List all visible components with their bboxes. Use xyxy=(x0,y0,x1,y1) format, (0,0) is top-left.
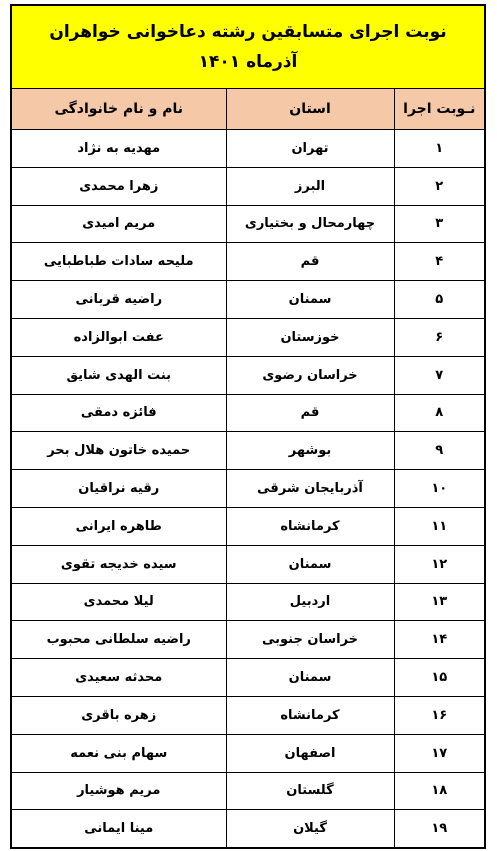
cell-province: گلستان xyxy=(226,772,394,810)
table-row xyxy=(12,659,484,697)
cell-province: خوزستان xyxy=(226,318,394,356)
cell-name: فائزه دمقی xyxy=(12,394,226,432)
cell-province: قم xyxy=(226,243,394,281)
table-row xyxy=(12,394,484,432)
cell-number: ۷ xyxy=(394,356,484,394)
cell-province: آذربایجان شرقی xyxy=(226,470,394,508)
cell-number: ۴ xyxy=(394,243,484,281)
cell-number: ۱۵ xyxy=(394,659,484,697)
table-row xyxy=(12,470,484,508)
cell-province: سمنان xyxy=(226,545,394,583)
cell-name: مریم هوشیار xyxy=(12,772,226,810)
cell-name: زهرا محمدی xyxy=(12,167,226,205)
table-row xyxy=(12,621,484,659)
cell-name: رقیه نراقیان xyxy=(12,470,226,508)
table-row xyxy=(12,734,484,772)
cell-number: ۲ xyxy=(394,167,484,205)
cell-province: قم xyxy=(226,394,394,432)
cell-number: ۱۸ xyxy=(394,772,484,810)
table-row xyxy=(12,356,484,394)
cell-name: حمیده خاتون هلال بحر xyxy=(12,432,226,470)
cell-province: خراسان رضوی xyxy=(226,356,394,394)
table-row xyxy=(12,130,484,168)
cell-province: کرمانشاه xyxy=(226,507,394,545)
table-row xyxy=(12,545,484,583)
table-row xyxy=(12,507,484,545)
cell-province: گیلان xyxy=(226,810,394,847)
table-row xyxy=(12,432,484,470)
cell-province: البرز xyxy=(226,167,394,205)
table-row xyxy=(12,810,484,847)
cell-name: مهدیه به نژاد xyxy=(12,130,226,168)
table-row xyxy=(12,583,484,621)
cell-name: ملیحه سادات طباطبایی xyxy=(12,243,226,281)
cell-name: طاهره ایرانی xyxy=(12,507,226,545)
cell-number: ۸ xyxy=(394,394,484,432)
cell-number: ۱ xyxy=(394,130,484,168)
cell-number: ۶ xyxy=(394,318,484,356)
cell-number: ۹ xyxy=(394,432,484,470)
cell-name: مینا ایمانی xyxy=(12,810,226,847)
table-row xyxy=(12,696,484,734)
header-province: استان xyxy=(226,89,394,130)
cell-province: سمنان xyxy=(226,659,394,697)
cell-name: لیلا محمدی xyxy=(12,583,226,621)
cell-name: بنت الهدی شایق xyxy=(12,356,226,394)
cell-name: مریم امیدی xyxy=(12,205,226,243)
cell-name: محدثه سعیدی xyxy=(12,659,226,697)
table-row xyxy=(12,167,484,205)
cell-number: ۳ xyxy=(394,205,484,243)
table-row xyxy=(12,318,484,356)
table-row xyxy=(12,281,484,319)
cell-number: ۱۳ xyxy=(394,583,484,621)
cell-province: اصفهان xyxy=(226,734,394,772)
schedule-sheet xyxy=(10,4,486,849)
schedule-table xyxy=(12,89,484,847)
header-number: نـوبت اجرا xyxy=(394,89,484,130)
cell-province: تهران xyxy=(226,130,394,168)
cell-number: ۱۹ xyxy=(394,810,484,847)
title-date: آذرماه ۱۴۰۱ xyxy=(198,52,298,72)
header-name: نام و نام خانوادگی xyxy=(12,89,226,130)
cell-province: سمنان xyxy=(226,281,394,319)
cell-province: خراسان جنوبی xyxy=(226,621,394,659)
cell-province: اردبیل xyxy=(226,583,394,621)
cell-number: ۱۶ xyxy=(394,696,484,734)
table-row xyxy=(12,205,484,243)
title-main: نوبت اجرای متسابقین رشته دعاخوانی خواهران xyxy=(49,22,447,42)
cell-province: کرمانشاه xyxy=(226,696,394,734)
cell-name: زهره باقری xyxy=(12,696,226,734)
cell-province: چهارمحال و بختیاری xyxy=(226,205,394,243)
title-block xyxy=(12,6,484,89)
cell-name: عفت ابوالزاده xyxy=(12,318,226,356)
cell-number: ۵ xyxy=(394,281,484,319)
cell-number: ۱۲ xyxy=(394,545,484,583)
cell-name: راضیه قربانی xyxy=(12,281,226,319)
cell-name: سهام بنی نعمه xyxy=(12,734,226,772)
table-header-row xyxy=(12,89,484,130)
cell-name: راضیه سلطانی محبوب xyxy=(12,621,226,659)
cell-province: بوشهر xyxy=(226,432,394,470)
cell-number: ۱۴ xyxy=(394,621,484,659)
table-row xyxy=(12,772,484,810)
cell-number: ۱۰ xyxy=(394,470,484,508)
cell-number: ۱۱ xyxy=(394,507,484,545)
table-row xyxy=(12,243,484,281)
cell-name: سیده خدیجه تقوی xyxy=(12,545,226,583)
cell-number: ۱۷ xyxy=(394,734,484,772)
